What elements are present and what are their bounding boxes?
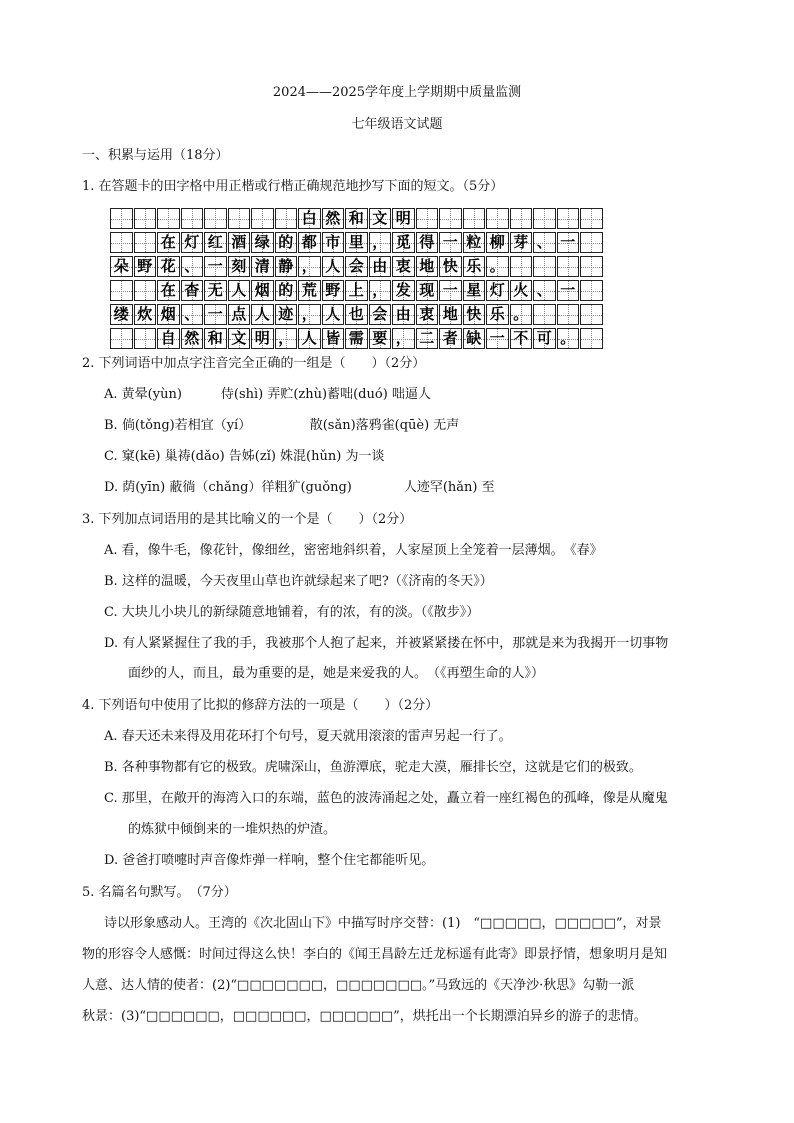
grid-cell bbox=[181, 328, 204, 349]
grid-row bbox=[110, 304, 604, 327]
grid-char: 上 bbox=[348, 281, 364, 299]
grid-cell bbox=[416, 232, 439, 253]
grid-char: 人 bbox=[254, 305, 270, 323]
grid-char: 得 bbox=[419, 233, 435, 251]
grid-cell bbox=[463, 256, 486, 277]
grid-cell bbox=[251, 280, 274, 301]
grid-char: ， bbox=[372, 233, 388, 251]
grid-cell bbox=[228, 280, 251, 301]
grid-cell bbox=[463, 280, 486, 301]
grid-cell bbox=[369, 280, 392, 301]
question-3-option-c: C. 大块儿小块儿的新绿随意地铺着，有的浓，有的淡。（《散步》） bbox=[104, 605, 480, 620]
grid-char: 迹 bbox=[278, 305, 294, 323]
grid-char: 酒 bbox=[231, 233, 247, 251]
question-3-prompt: 3. 下列加点词语用的是其比喻义的一个是（ ）（2分） bbox=[82, 512, 413, 527]
grid-cell bbox=[533, 280, 556, 301]
grid-cell bbox=[275, 256, 298, 277]
grid-cell bbox=[251, 208, 274, 229]
grid-cell bbox=[416, 256, 439, 277]
grid-cell bbox=[580, 256, 603, 277]
grid-cell bbox=[134, 328, 157, 349]
grid-char: 要 bbox=[372, 329, 388, 347]
grid-cell bbox=[298, 328, 321, 349]
grid-char: 明 bbox=[254, 329, 270, 347]
grid-cell bbox=[157, 208, 180, 229]
grid-char: 二 bbox=[419, 329, 435, 347]
grid-char: 、 bbox=[184, 305, 200, 323]
question-3-option-d: D. 有人紧紧握住了我的手，我被那个人抱了起来，并被紧紧搂在怀中，那就是来为我揭开一切事物 bbox=[104, 636, 669, 651]
grid-cell bbox=[228, 304, 251, 325]
grid-cell bbox=[580, 328, 603, 349]
grid-cell bbox=[557, 304, 580, 325]
grid-char: 自 bbox=[160, 329, 176, 347]
grid-cell bbox=[251, 328, 274, 349]
grid-char: 衷 bbox=[395, 257, 411, 275]
grid-cell bbox=[275, 208, 298, 229]
grid-char: 一 bbox=[207, 257, 223, 275]
grid-cell bbox=[228, 208, 251, 229]
grid-cell bbox=[322, 256, 345, 277]
grid-cell bbox=[157, 328, 180, 349]
grid-char: 需 bbox=[348, 329, 364, 347]
grid-char: 快 bbox=[466, 305, 482, 323]
grid-cell bbox=[181, 256, 204, 277]
question-2-option-d: D. 荫(yīn) 蔽徜（chǎng）徉粗犷(guǒng) 人迹罕(hǎn) 至 bbox=[104, 480, 495, 495]
grid-char: 星 bbox=[466, 281, 482, 299]
grid-char: 粒 bbox=[466, 233, 482, 251]
grid-char: 朵 bbox=[113, 257, 129, 275]
grid-char: 文 bbox=[231, 329, 247, 347]
grid-char: 、 bbox=[536, 281, 552, 299]
grid-char: 、 bbox=[536, 233, 552, 251]
grid-cell bbox=[439, 280, 462, 301]
grid-cell bbox=[439, 328, 462, 349]
grid-char: 会 bbox=[372, 305, 388, 323]
grid-cell bbox=[322, 304, 345, 325]
grid-cell bbox=[275, 304, 298, 325]
grid-cell bbox=[486, 280, 509, 301]
grid-cell bbox=[204, 328, 227, 349]
grid-char: 花 bbox=[160, 257, 176, 275]
grid-cell bbox=[134, 232, 157, 253]
grid-char: 由 bbox=[372, 257, 388, 275]
grid-cell bbox=[439, 256, 462, 277]
grid-cell bbox=[580, 280, 603, 301]
grid-cell bbox=[510, 256, 533, 277]
grid-cell bbox=[580, 304, 603, 325]
question-5-line-4: 秋景：(3)“□□□□□□，□□□□□□，□□□□□□”，烘托出一个长期漂泊异乡的游子的悲情。 bbox=[82, 1009, 647, 1024]
grid-char: 灯 bbox=[489, 281, 505, 299]
grid-cell bbox=[463, 208, 486, 229]
grid-row bbox=[110, 208, 604, 231]
grid-cell bbox=[134, 304, 157, 325]
grid-cell bbox=[533, 232, 556, 253]
grid-cell bbox=[416, 280, 439, 301]
grid-cell bbox=[580, 208, 603, 229]
question-1-prompt: 1. 在答题卡的田字格中用正楷或行楷正确规范地抄写下面的短文。（5分） bbox=[82, 179, 504, 194]
grid-cell bbox=[369, 328, 392, 349]
grid-char: 人 bbox=[301, 329, 317, 347]
grid-cell bbox=[204, 280, 227, 301]
grid-char: 衷 bbox=[419, 305, 435, 323]
exam-subtitle: 七年级语文试题 bbox=[351, 117, 443, 132]
grid-cell bbox=[110, 208, 133, 229]
grid-cell bbox=[439, 208, 462, 229]
grid-char: 野 bbox=[325, 281, 341, 299]
grid-cell bbox=[251, 232, 274, 253]
grid-char: 可 bbox=[536, 329, 552, 347]
grid-cell bbox=[134, 208, 157, 229]
grid-char: 明 bbox=[395, 209, 411, 227]
grid-cell bbox=[345, 304, 368, 325]
grid-cell bbox=[204, 208, 227, 229]
grid-cell bbox=[157, 256, 180, 277]
grid-char: 烟 bbox=[160, 305, 176, 323]
grid-char: 一 bbox=[560, 233, 576, 251]
grid-cell bbox=[322, 208, 345, 229]
grid-char: 红 bbox=[207, 233, 223, 251]
grid-char: 一 bbox=[442, 281, 458, 299]
grid-char: 里 bbox=[348, 233, 364, 251]
grid-cell bbox=[510, 232, 533, 253]
grid-char: 和 bbox=[207, 329, 223, 347]
grid-cell bbox=[110, 328, 133, 349]
grid-cell bbox=[533, 256, 556, 277]
grid-cell bbox=[204, 232, 227, 253]
grid-cell bbox=[486, 256, 509, 277]
grid-cell bbox=[369, 256, 392, 277]
grid-cell bbox=[416, 328, 439, 349]
grid-cell bbox=[392, 328, 415, 349]
grid-char: 文 bbox=[372, 209, 388, 227]
grid-cell bbox=[181, 304, 204, 325]
grid-cell bbox=[157, 232, 180, 253]
grid-char: 乐 bbox=[489, 305, 505, 323]
grid-cell bbox=[369, 304, 392, 325]
grid-char: 缺 bbox=[466, 329, 482, 347]
grid-cell bbox=[204, 256, 227, 277]
question-4-option-b: B. 各种事物都有它的极致。虎啸深山，鱼游潭底，驼走大漠，雁排长空，这就是它们的极致。 bbox=[104, 760, 642, 775]
grid-cell bbox=[298, 232, 321, 253]
question-5-line-1: 诗以形象感动人。王湾的《次北固山下》中描写时序交替：(1) “□□□□□，□□□□□”，对景 bbox=[104, 916, 662, 931]
grid-cell bbox=[392, 208, 415, 229]
exam-title: 2024——2025学年度上学期期中质量监测 bbox=[272, 85, 522, 100]
grid-cell bbox=[228, 328, 251, 349]
grid-cell bbox=[557, 232, 580, 253]
grid-char: 现 bbox=[419, 281, 435, 299]
grid-cell bbox=[110, 280, 133, 301]
grid-cell bbox=[322, 328, 345, 349]
grid-char: 火 bbox=[513, 281, 529, 299]
grid-char: 在 bbox=[160, 281, 176, 299]
grid-char: 然 bbox=[325, 209, 341, 227]
grid-cell bbox=[322, 280, 345, 301]
grid-cell bbox=[275, 280, 298, 301]
grid-char: 皆 bbox=[325, 329, 341, 347]
grid-char: ， bbox=[395, 329, 411, 347]
grid-cell bbox=[275, 328, 298, 349]
grid-cell bbox=[557, 208, 580, 229]
grid-cell bbox=[181, 232, 204, 253]
grid-cell bbox=[251, 256, 274, 277]
grid-char: 觅 bbox=[395, 233, 411, 251]
grid-cell bbox=[110, 232, 133, 253]
grid-cell bbox=[486, 328, 509, 349]
grid-cell bbox=[345, 328, 368, 349]
grid-cell bbox=[298, 256, 321, 277]
grid-cell bbox=[510, 328, 533, 349]
question-2-option-c: C. 窠(kē) 巢祷(dǎo) 告姊(zǐ) 姝混(hǔn) 为一谈 bbox=[104, 449, 385, 464]
grid-char: 刻 bbox=[231, 257, 247, 275]
grid-cell bbox=[181, 280, 204, 301]
grid-cell bbox=[392, 280, 415, 301]
grid-cell bbox=[533, 208, 556, 229]
grid-char: 一 bbox=[560, 281, 576, 299]
grid-char: 在 bbox=[160, 233, 176, 251]
grid-char: 的 bbox=[278, 281, 294, 299]
question-3-option-b: B. 这样的温暖，今天夜里山草也许就绿起来了吧?（《济南的冬天》） bbox=[104, 574, 493, 589]
grid-char: ， bbox=[372, 281, 388, 299]
grid-char: 一 bbox=[442, 233, 458, 251]
grid-char: 一 bbox=[207, 305, 223, 323]
question-5-line-2: 物的形容令人感慨：时间过得这么快！李白的《闻王昌龄左迁龙标遥有此寄》即景抒情，想象明月是知 bbox=[82, 947, 668, 962]
grid-row bbox=[110, 280, 604, 303]
grid-cell bbox=[228, 256, 251, 277]
grid-cell bbox=[510, 208, 533, 229]
grid-cell bbox=[439, 232, 462, 253]
grid-cell bbox=[463, 232, 486, 253]
grid-char: ， bbox=[301, 305, 317, 323]
grid-char: 乐 bbox=[466, 257, 482, 275]
grid-cell bbox=[345, 256, 368, 277]
grid-char: 由 bbox=[395, 305, 411, 323]
grid-cell bbox=[533, 328, 556, 349]
grid-cell bbox=[486, 232, 509, 253]
grid-cell bbox=[298, 280, 321, 301]
grid-cell bbox=[110, 256, 133, 277]
grid-char: 无 bbox=[207, 281, 223, 299]
grid-char: 绿 bbox=[254, 233, 270, 251]
question-3-option-a: A. 看，像牛毛，像花针，像细丝，密密地斜织着，人家屋顶上全笼着一层薄烟。 《春》 bbox=[104, 543, 603, 558]
grid-cell bbox=[439, 304, 462, 325]
grid-char: 灯 bbox=[184, 233, 200, 251]
copying-grid bbox=[110, 208, 604, 352]
grid-cell bbox=[228, 232, 251, 253]
grid-cell bbox=[322, 232, 345, 253]
grid-cell bbox=[392, 232, 415, 253]
grid-char: 也 bbox=[348, 305, 364, 323]
grid-char: ， bbox=[301, 257, 317, 275]
question-4-option-c: C. 那里，在敞开的海湾入口的东端，蓝色的波涛涌起之处，矗立着一座红褐色的孤峰，像是从魔鬼 bbox=[104, 791, 668, 806]
grid-cell bbox=[533, 304, 556, 325]
grid-cell bbox=[110, 304, 133, 325]
grid-cell bbox=[275, 232, 298, 253]
grid-char: 人 bbox=[325, 257, 341, 275]
grid-char: 杳 bbox=[184, 281, 200, 299]
grid-cell bbox=[369, 232, 392, 253]
grid-cell bbox=[157, 280, 180, 301]
grid-char: 地 bbox=[442, 305, 458, 323]
question-4-prompt: 4. 下列语句中使用了比拟的修辞方法的一项是（ ）（2分） bbox=[82, 698, 439, 713]
question-4-option-d: D. 爸爸打喷嚏时声音像炸弹一样响，整个住宅都能听见。 bbox=[104, 853, 435, 868]
section-title: 一、积累与运用（18分） bbox=[82, 148, 229, 163]
grid-char: 白 bbox=[301, 209, 317, 227]
grid-cell bbox=[134, 280, 157, 301]
grid-cell bbox=[298, 304, 321, 325]
grid-cell bbox=[369, 208, 392, 229]
grid-char: 荒 bbox=[301, 281, 317, 299]
grid-char: 、 bbox=[184, 257, 200, 275]
question-2-option-b: B. 倘(tǒng)若相宜（yí） 散(sǎn)落鸦雀(qūè) 无声 bbox=[104, 418, 460, 433]
grid-char: 和 bbox=[348, 209, 364, 227]
question-5-line-3: 人意、达人情的使者：(2)“□□□□□□□，□□□□□□□。”马致远的《天净沙·秋思》勾勒一派 bbox=[82, 978, 635, 993]
grid-char: 缕 bbox=[113, 305, 129, 323]
grid-cell bbox=[486, 208, 509, 229]
grid-cell bbox=[463, 328, 486, 349]
grid-cell bbox=[557, 256, 580, 277]
grid-cell bbox=[463, 304, 486, 325]
grid-cell bbox=[204, 304, 227, 325]
grid-char: 人 bbox=[325, 305, 341, 323]
grid-cell bbox=[181, 208, 204, 229]
grid-cell bbox=[251, 304, 274, 325]
grid-char: 柳 bbox=[489, 233, 505, 251]
grid-char: 发 bbox=[395, 281, 411, 299]
grid-row bbox=[110, 256, 604, 279]
grid-char: 者 bbox=[442, 329, 458, 347]
question-2-option-a: A. 黄晕(yùn) 侍(shì) 弄贮(zhù)蓄咄(duó) 咄逼人 bbox=[104, 387, 431, 402]
grid-char: 点 bbox=[231, 305, 247, 323]
grid-cell bbox=[298, 208, 321, 229]
grid-char: 都 bbox=[301, 233, 317, 251]
grid-cell bbox=[345, 232, 368, 253]
grid-char: 。 bbox=[513, 305, 529, 323]
grid-char: 人 bbox=[231, 281, 247, 299]
grid-cell bbox=[557, 280, 580, 301]
grid-row bbox=[110, 232, 604, 255]
question-5-prompt: 5. 名篇名句默写。 （7分） bbox=[82, 885, 237, 900]
grid-cell bbox=[134, 256, 157, 277]
grid-cell bbox=[557, 328, 580, 349]
grid-char: 地 bbox=[419, 257, 435, 275]
question-3-option-d-cont: 面纱的人，而且，最为重要的是，她是来爱我的人。 （《再塑生命的人》） bbox=[128, 666, 545, 681]
grid-char: 芽 bbox=[513, 233, 529, 251]
grid-cell bbox=[510, 304, 533, 325]
grid-cell bbox=[392, 256, 415, 277]
grid-char: 野 bbox=[137, 257, 153, 275]
grid-cell bbox=[486, 304, 509, 325]
grid-char: 的 bbox=[278, 233, 294, 251]
grid-cell bbox=[345, 280, 368, 301]
grid-cell bbox=[580, 232, 603, 253]
grid-cell bbox=[157, 304, 180, 325]
grid-char: 。 bbox=[560, 329, 576, 347]
grid-char: 会 bbox=[348, 257, 364, 275]
grid-cell bbox=[416, 304, 439, 325]
grid-cell bbox=[392, 304, 415, 325]
grid-char: 快 bbox=[442, 257, 458, 275]
question-4-option-c-cont: 的炼狱中倾倒来的一堆炽热的炉渣。 bbox=[128, 822, 337, 837]
grid-char: 一 bbox=[489, 329, 505, 347]
grid-cell bbox=[416, 208, 439, 229]
grid-row bbox=[110, 328, 604, 351]
grid-char: 然 bbox=[184, 329, 200, 347]
grid-cell bbox=[345, 208, 368, 229]
grid-cell bbox=[510, 280, 533, 301]
grid-char: 。 bbox=[489, 257, 505, 275]
grid-char: 清 bbox=[254, 257, 270, 275]
grid-char: 炊 bbox=[137, 305, 153, 323]
grid-char: 静 bbox=[278, 257, 294, 275]
question-2-prompt: 2. 下列词语中加点字注音完全正确的一组是（ ）（2分） bbox=[82, 356, 426, 371]
grid-char: 不 bbox=[513, 329, 529, 347]
grid-char: 烟 bbox=[254, 281, 270, 299]
question-4-option-a: A. 春天还未来得及用花环打个句号，夏天就用滚滚的雷声另起一行了。 bbox=[104, 729, 512, 744]
grid-char: 市 bbox=[325, 233, 341, 251]
grid-char: ， bbox=[278, 329, 294, 347]
